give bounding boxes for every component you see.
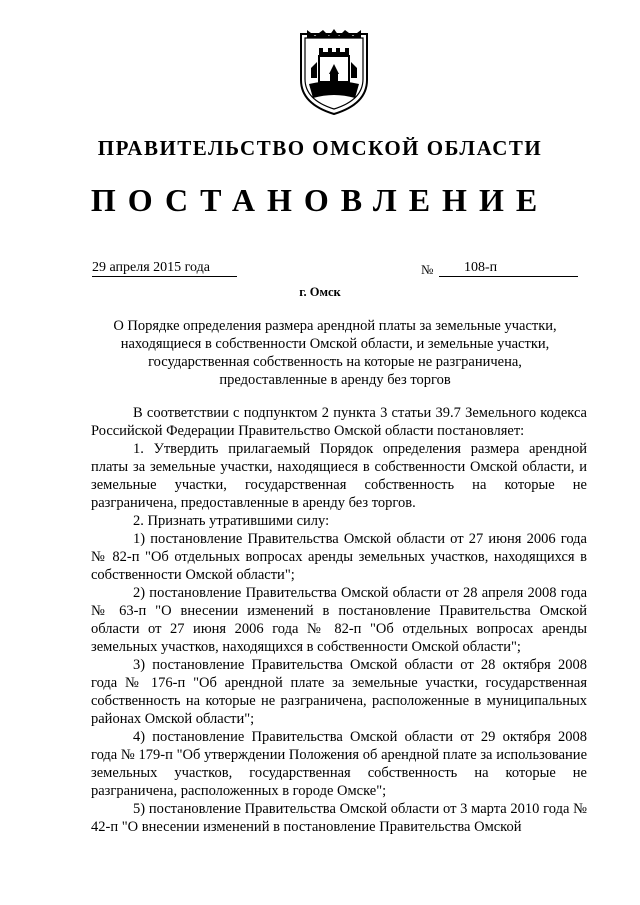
subject-line: предоставленные в аренду без торгов [219,372,451,388]
sub-item-3: 3) постановление Правительства Омской области от 28 октября 2008 года № 176-п "Об арендной плате за земельные участки, государственная собственность на которые не разграничена, расположенные в муниципальных районах Омской области"; [91,657,587,727]
decree-subject [100,317,570,389]
government-title: ПРАВИТЕЛЬСТВО ОМСКОЙ ОБЛАСТИ [97,136,543,160]
sub-item-4: 4) постановление Правительства Омской области от 29 октября 2008 года № 179-п "Об утверждении Положения об арендной плате за использование земельных участков, государственная собственность на которые не разграничена, расположенных в городе Омске"; [91,729,587,799]
subject-line: государственная собственность на которые не разграничена, [148,354,522,370]
coat-of-arms-icon [295,28,373,116]
sub-item-1: 1) постановление Правительства Омской области от 27 июня 2006 года № 82-п "Об отдельных вопросах аренды земельных участков, находящихся в собственности Омской области"; [91,531,587,583]
item-2: 2. Признать утратившими силу: [133,513,330,529]
decree-number: 108-п [464,260,498,275]
number-sign: № [421,262,434,277]
city: г. Омск [299,285,341,299]
subject-line: находящиеся в собственности Омской области, и земельные участки, [120,336,550,352]
sub-item-2: 2) постановление Правительства Омской области от 28 апреля 2008 года № 63-п "О внесении изменений в постановление Правительства Омской области от 27 июня 2006 года № 82-п "Об отдельных вопросах аренды земельных участков, находящихся в собственности Омской области"; [91,585,587,655]
sub-item-5: 5) постановление Правительства Омской области от 3 марта 2010 года № 42-п "О внесении изменений в постановление Правительства Омской [91,801,587,835]
date-underline [92,276,237,277]
number-underline [439,276,578,277]
intro-paragraph: В соответствии с подпунктом 2 пункта 3 статьи 39.7 Земельного кодекса Российской Федерации Правительство Омской области постановляет: [91,405,587,439]
document-type: ПОСТАНОВЛЕНИЕ [90,182,550,218]
subject-line: О Порядке определения размера арендной платы за земельные участки, [113,318,557,334]
decree-body [91,404,587,836]
item-1: 1. Утвердить прилагаемый Порядок определения размера арендной платы за земельные участки, находящиеся в собственности Омской области, и земельные участки, государственная собственность на которые не разграничена, предоставленные в аренду без торгов. [91,441,587,511]
decree-date: 29 апреля 2015 года [92,260,210,275]
